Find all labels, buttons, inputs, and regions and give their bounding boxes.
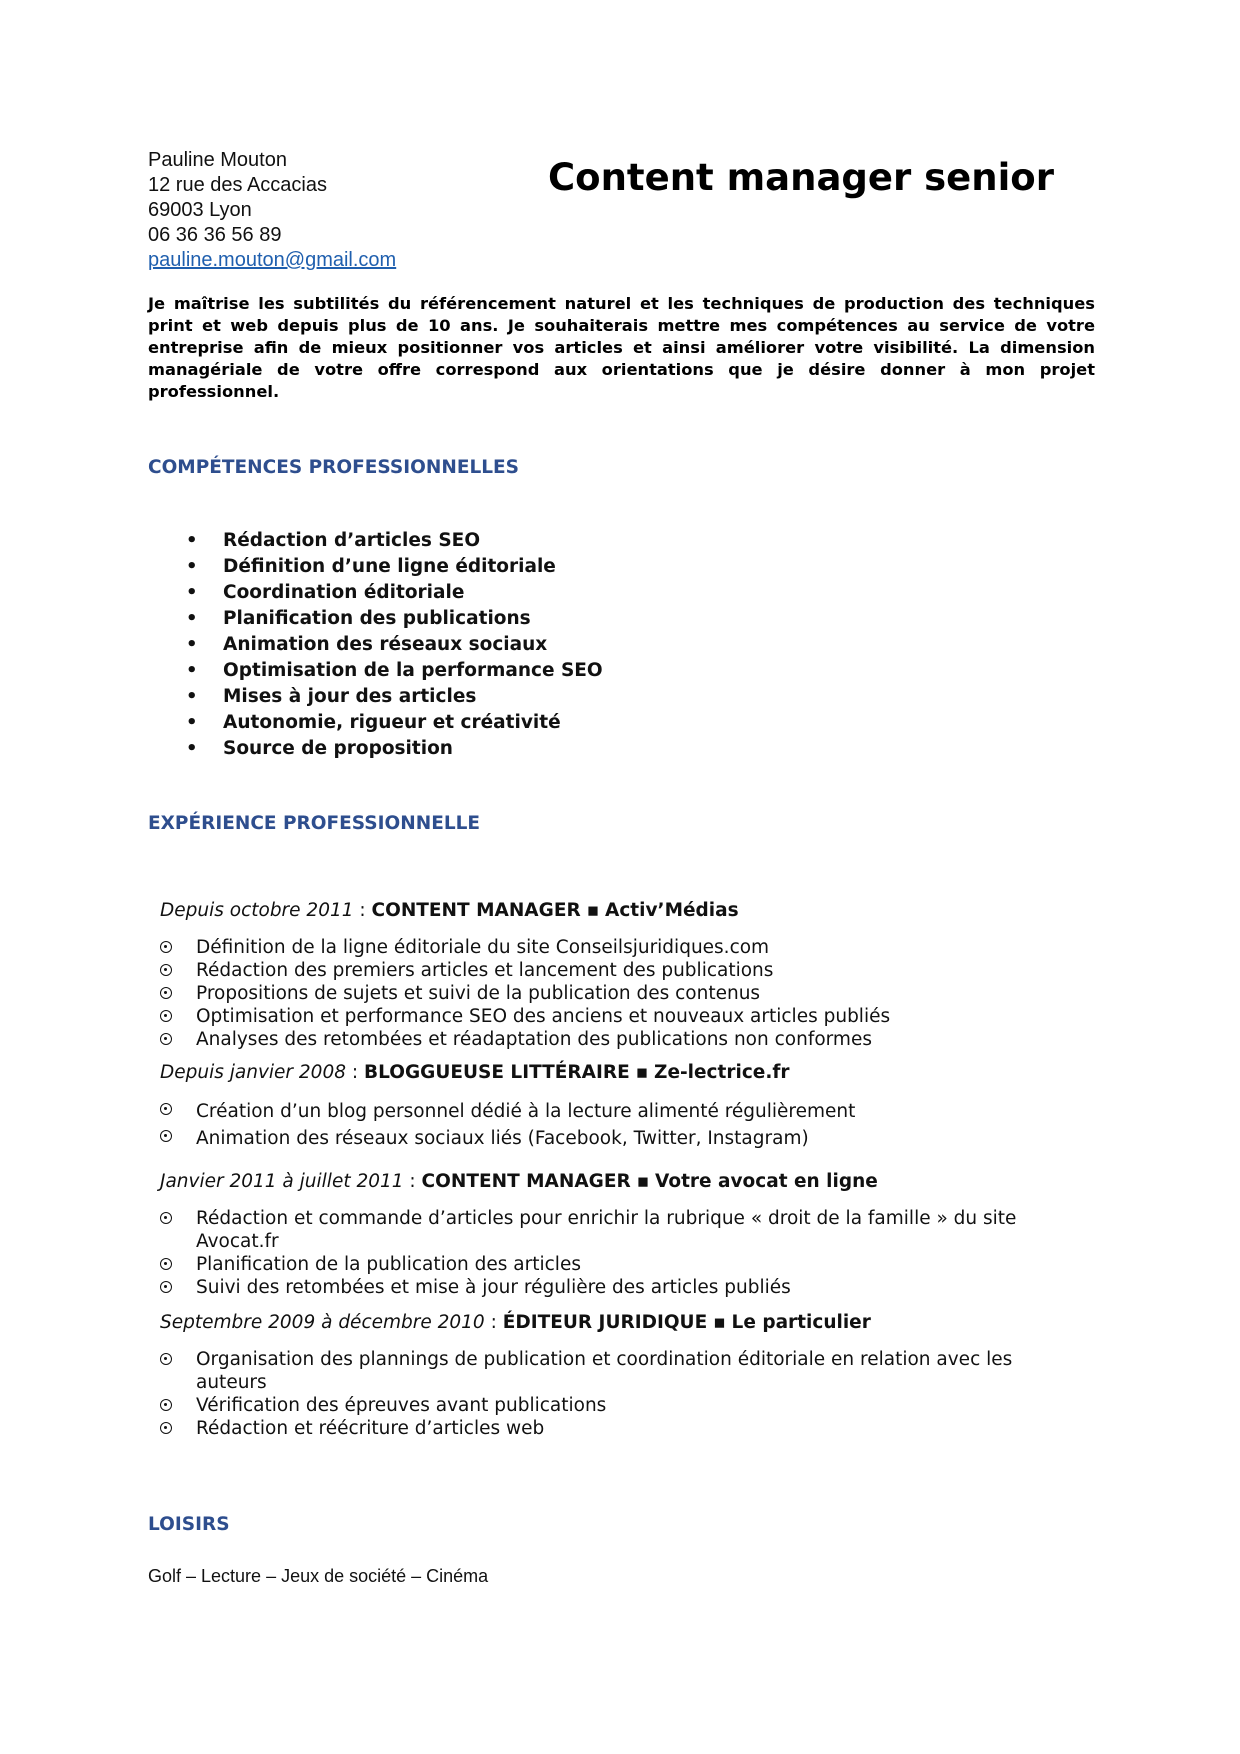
job-tasks [160, 1348, 1080, 1440]
circle-bullet-icon [160, 1033, 172, 1045]
bullet-icon: • [186, 712, 198, 733]
job-header: Janvier 2011 à juillet 2011 : CONTENT MANAGER ▪ Votre avocat en ligne [160, 1171, 878, 1192]
job-separator: ▪ [707, 1312, 732, 1333]
circle-bullet-icon [160, 1422, 172, 1434]
skill-item: • Coordination éditoriale [186, 580, 603, 606]
job-task: Animation des réseaux sociaux liés (Facebook, Twitter, Instagram) [160, 1125, 1080, 1152]
job-task: Planification de la publication des articles [160, 1253, 1080, 1276]
circle-bullet-icon [160, 1399, 172, 1411]
job-entry [160, 1062, 1080, 1152]
bullet-icon: • [186, 738, 198, 759]
contact-block [148, 148, 396, 273]
contact-street: 12 rue des Accacias [148, 174, 327, 196]
bullet-icon: • [186, 608, 198, 629]
job-tasks [160, 936, 1080, 1051]
contact-email-link[interactable]: pauline.mouton@gmail.com [148, 249, 397, 271]
experience-heading: EXPÉRIENCE PROFESSIONNELLE [148, 813, 481, 834]
circle-bullet-icon [160, 987, 172, 999]
circle-bullet-icon [160, 1212, 172, 1224]
job-role: ÉDITEUR JURIDIQUE [502, 1312, 708, 1333]
job-separator: ▪ [630, 1171, 656, 1192]
profile-summary: Je maîtrise les subtilités du référencement naturel et les techniques de production des techniques print et web depuis plus de 10 ans. Je souhaiterais mettre mes compétences au service de votre entreprise afin de mieux positionner vos articles et ainsi améliorer votre visibilité. La dimension managériale de votre offre correspond aux orientations que je désire donner à mon projet professionnel. [148, 294, 1095, 401]
job-task: Rédaction et commande d’articles pour enrichir la rubrique « droit de la famille » du site Avocat.fr [160, 1207, 1080, 1253]
job-company: Ze-lectrice.fr [654, 1062, 790, 1083]
bullet-icon: • [186, 530, 198, 551]
job-task: Optimisation et performance SEO des anciens et nouveaux articles publiés [160, 1005, 1080, 1028]
job-period: Septembre 2009 à décembre 2010 [160, 1312, 485, 1333]
job-company: Votre avocat en ligne [655, 1171, 878, 1192]
job-entry [160, 1171, 1080, 1299]
job-entry [160, 1312, 1080, 1440]
bullet-icon: • [186, 556, 198, 577]
bullet-icon: • [186, 660, 198, 681]
circle-bullet-icon [160, 1258, 172, 1270]
contact-city: 69003 Lyon [148, 199, 252, 221]
skills-list [186, 528, 603, 762]
circle-bullet-icon [160, 1281, 172, 1293]
job-header: Depuis janvier 2008 : BLOGGUEUSE LITTÉRAIRE ▪ Ze-lectrice.fr [160, 1062, 790, 1083]
hobbies-heading: LOISIRS [148, 1514, 230, 1535]
skill-item: • Définition d’une ligne éditoriale [186, 554, 603, 580]
job-task: Propositions de sujets et suivi de la publication des contenus [160, 982, 1080, 1005]
job-task: Rédaction des premiers articles et lancement des publications [160, 959, 1080, 982]
skill-item: • Planification des publications [186, 606, 603, 632]
job-separator: ▪ [629, 1062, 655, 1083]
skill-item: • Source de proposition [186, 736, 603, 762]
circle-bullet-icon [160, 1353, 172, 1365]
job-period: Janvier 2011 à juillet 2011 [160, 1171, 404, 1192]
job-task: Organisation des plannings de publication et coordination éditoriale en relation avec les auteurs [160, 1348, 1080, 1394]
skill-item: • Optimisation de la performance SEO [186, 658, 603, 684]
resume-title: Content manager senior [548, 156, 1054, 199]
job-tasks [160, 1098, 1080, 1152]
bullet-icon: • [186, 582, 198, 603]
circle-bullet-icon [160, 1010, 172, 1022]
job-company: Le particulier [731, 1312, 871, 1333]
job-task: Définition de la ligne éditoriale du site Conseilsjuridiques.com [160, 936, 1080, 959]
job-period: Depuis janvier 2008 [160, 1062, 346, 1083]
bullet-icon: • [186, 634, 198, 655]
job-separator: ▪ [580, 900, 606, 921]
job-entry [160, 900, 1080, 1051]
job-task: Suivi des retombées et mise à jour régulière des articles publiés [160, 1276, 1080, 1299]
job-task: Création d’un blog personnel dédié à la lecture alimenté régulièrement [160, 1098, 1080, 1125]
job-company: Activ’Médias [605, 900, 739, 921]
contact-name: Pauline Mouton [148, 149, 287, 171]
job-header: Septembre 2009 à décembre 2010 : ÉDITEUR JURIDIQUE ▪ Le particulier [160, 1312, 871, 1333]
skill-item: • Rédaction d’articles SEO [186, 528, 603, 554]
job-task: Rédaction et réécriture d’articles web [160, 1417, 1080, 1440]
job-period: Depuis octobre 2011 [160, 900, 354, 921]
skill-item: • Autonomie, rigueur et créativité [186, 710, 603, 736]
skills-heading: COMPÉTENCES PROFESSIONNELLES [148, 457, 520, 478]
circle-bullet-icon [160, 964, 172, 976]
job-role: CONTENT MANAGER [371, 900, 581, 921]
circle-bullet-icon [160, 941, 172, 953]
job-role: CONTENT MANAGER [421, 1171, 631, 1192]
contact-phone: 06 36 36 56 89 [148, 224, 282, 246]
circle-bullet-icon [160, 1130, 172, 1142]
job-tasks [160, 1207, 1080, 1299]
job-role: BLOGGUEUSE LITTÉRAIRE [364, 1062, 630, 1083]
job-header: Depuis octobre 2011 : CONTENT MANAGER ▪ Activ’Médias [160, 900, 739, 921]
job-task: Vérification des épreuves avant publications [160, 1394, 1080, 1417]
job-task: Analyses des retombées et réadaptation des publications non conformes [160, 1028, 1080, 1051]
skill-item: • Mises à jour des articles [186, 684, 603, 710]
skill-item: • Animation des réseaux sociaux [186, 632, 603, 658]
circle-bullet-icon [160, 1103, 172, 1115]
hobbies-text: Golf – Lecture – Jeux de société – Cinéma [148, 1566, 489, 1586]
bullet-icon: • [186, 686, 198, 707]
